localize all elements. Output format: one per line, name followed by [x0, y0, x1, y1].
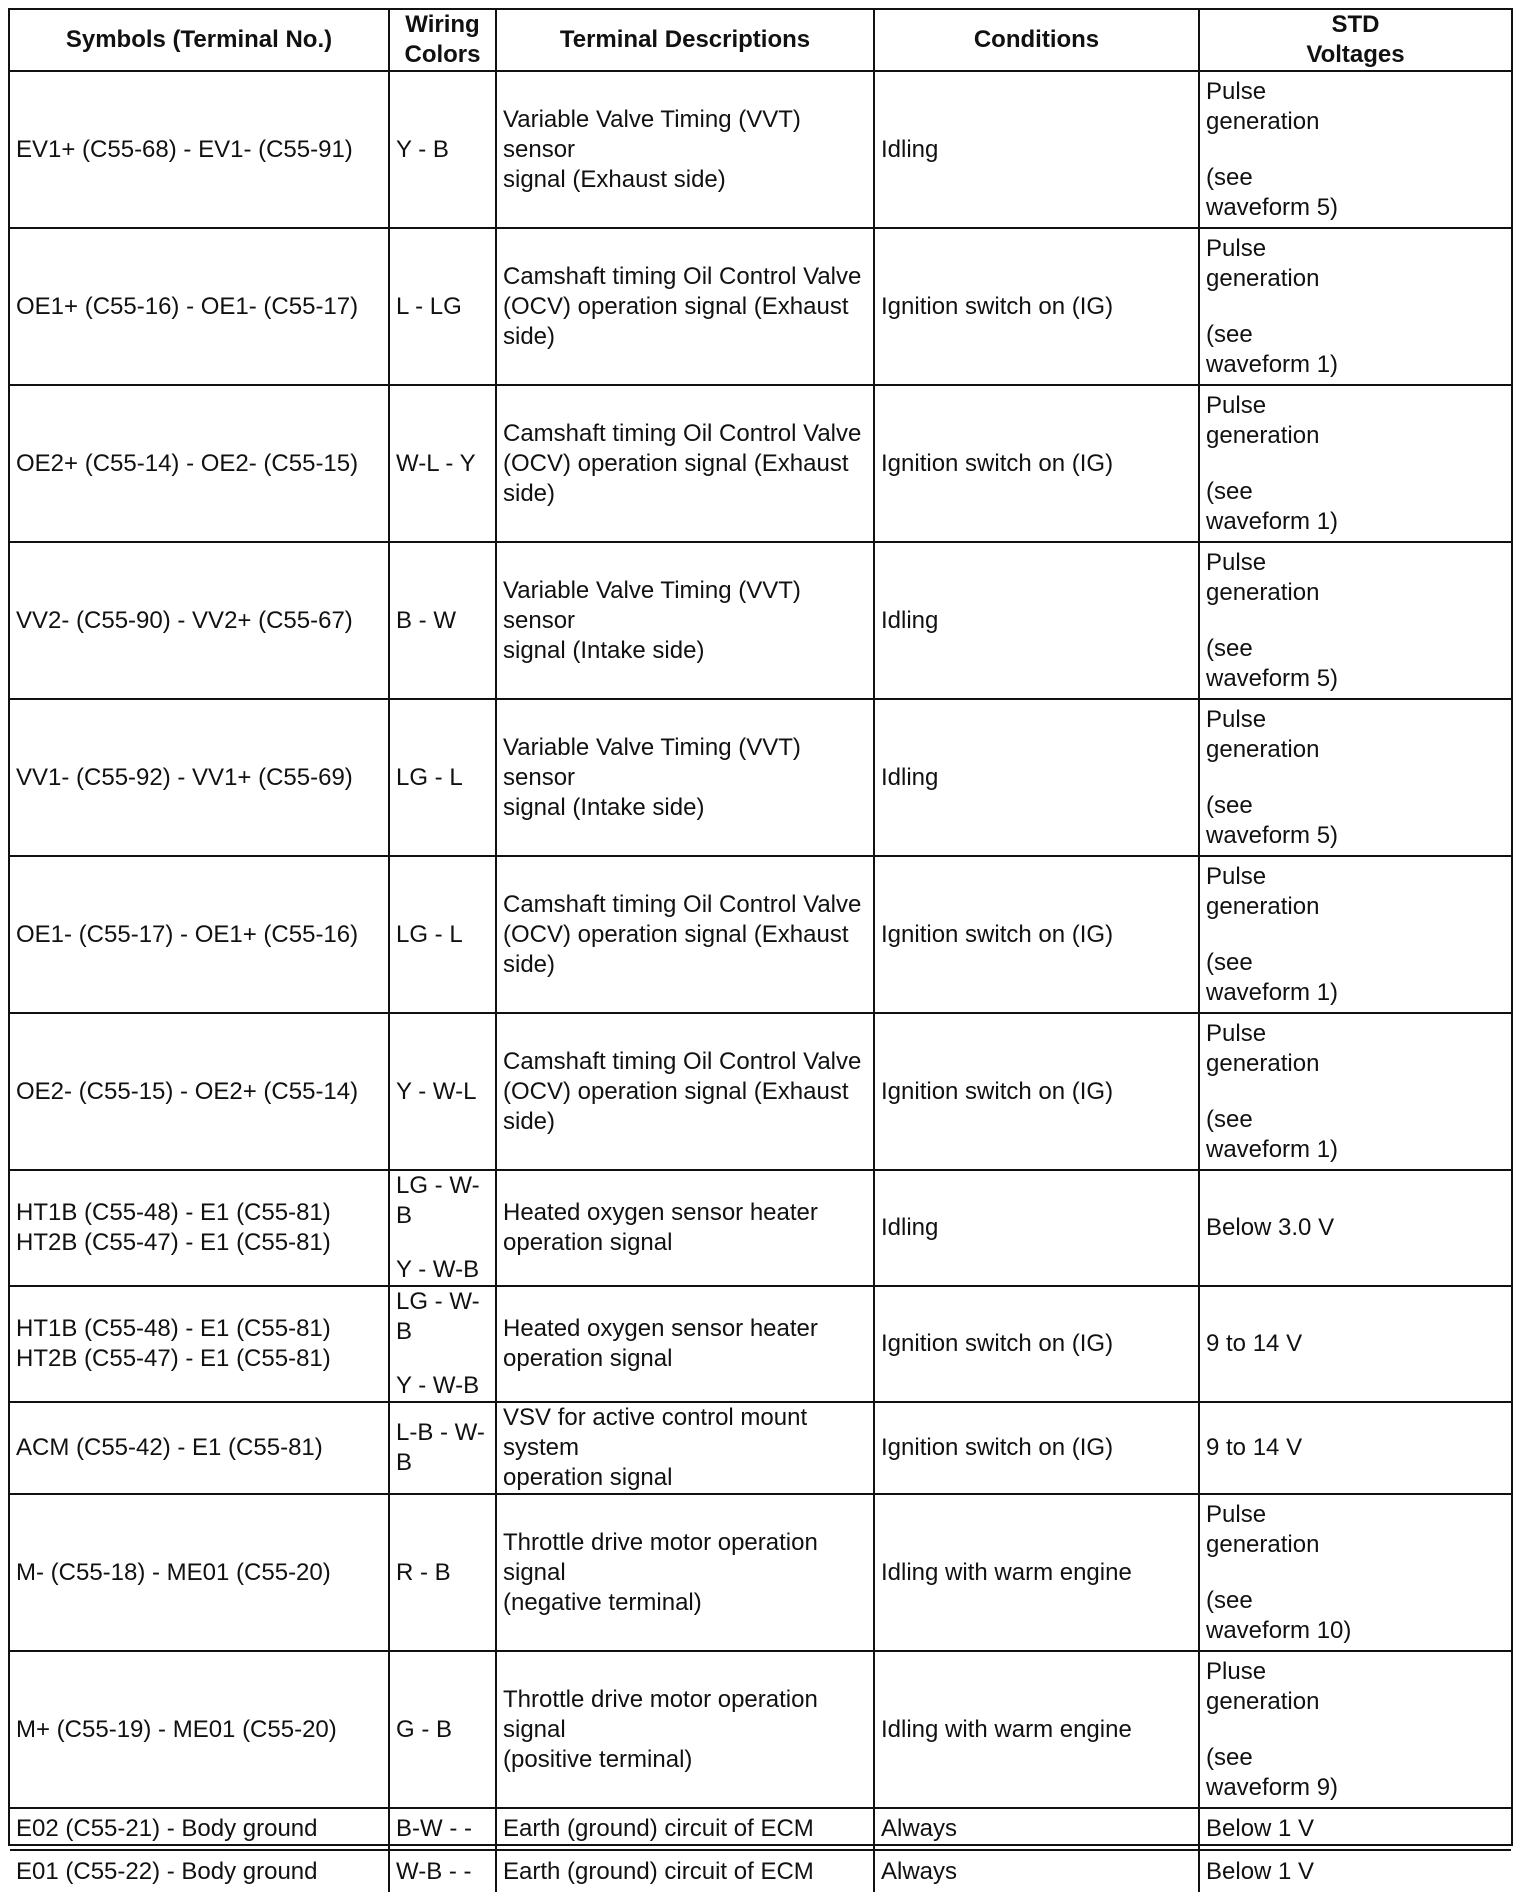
condition-text: Idling [881, 606, 939, 634]
voltage-line: Pulse [1206, 1019, 1267, 1047]
cell-condition [874, 71, 1199, 228]
voltage-line: (see [1206, 1586, 1253, 1614]
description-line: Camshaft timing Oil Control Valve [503, 890, 862, 918]
description-line: (OCV) operation signal (Exhaust side) [503, 292, 849, 350]
description-line: Variable Valve Timing (VVT) sensor [503, 576, 801, 634]
voltage-line: generation [1206, 578, 1320, 606]
terminal-symbol: HT2B (C55-47) - E1 (C55-81) [16, 1345, 331, 1372]
voltage-line: (see [1206, 477, 1253, 505]
terminal-symbol: EV1+ (C55-68) - EV1- (C55-91) [16, 135, 353, 163]
description-line: Earth (ground) circuit of ECM [503, 1815, 814, 1842]
voltage-line: generation [1206, 1049, 1320, 1077]
description-line: operation signal [503, 1229, 673, 1256]
condition-text: Ignition switch on (IG) [881, 1434, 1114, 1461]
wiring-color: LG - L [396, 920, 463, 948]
cell-symbols [10, 1013, 389, 1170]
condition-text: Ignition switch on (IG) [881, 1077, 1114, 1105]
description-line: (negative terminal) [503, 1588, 702, 1616]
header-wiring-colors: Wiring Colors [389, 10, 496, 71]
condition-text: Always [881, 1815, 958, 1842]
description-line: Earth (ground) circuit of ECM [503, 1857, 814, 1885]
voltage-gap [1206, 922, 1505, 948]
cell-std-voltage [1199, 542, 1511, 699]
terminal-symbol: OE2+ (C55-14) - OE2- (C55-15) [16, 449, 359, 477]
description-line: Variable Valve Timing (VVT) sensor [503, 105, 801, 163]
cell-symbols [10, 1170, 389, 1286]
voltage-line: waveform 9) [1206, 1773, 1339, 1801]
cell-symbols [10, 699, 389, 856]
table-row [10, 1850, 1511, 1892]
terminal-table [10, 10, 1511, 1892]
cell-terminal-description [496, 385, 874, 542]
cell-symbols [10, 542, 389, 699]
terminal-symbol: OE2- (C55-15) - OE2+ (C55-14) [16, 1077, 359, 1105]
cell-terminal-description [496, 1402, 874, 1494]
voltage-gap [1206, 1717, 1505, 1743]
condition-text: Always [881, 1857, 958, 1885]
cell-terminal-description [496, 71, 874, 228]
cell-wiring-colors [389, 1402, 496, 1494]
cell-condition [874, 1850, 1199, 1892]
cell-std-voltage [1199, 856, 1511, 1013]
voltage-line: generation [1206, 1687, 1320, 1715]
cell-std-voltage [1199, 1402, 1511, 1494]
cell-std-voltage [1199, 385, 1511, 542]
cell-condition [874, 856, 1199, 1013]
condition-text: Idling with warm engine [881, 1715, 1132, 1743]
cell-symbols [10, 71, 389, 228]
voltage-line: waveform 5) [1206, 821, 1339, 849]
cell-wiring-colors [389, 1170, 496, 1286]
voltage-line: Pulse [1206, 705, 1267, 733]
voltage-line: generation [1206, 1530, 1320, 1558]
voltage-gap [1206, 137, 1505, 163]
wiring-color: Y - W-L [396, 1077, 477, 1105]
condition-text: Idling with warm engine [881, 1558, 1132, 1586]
voltage-line: generation [1206, 264, 1320, 292]
wiring-color: L-B - W-B [396, 1419, 485, 1476]
voltage-line: Pulse [1206, 548, 1267, 576]
voltage-line: Pulse [1206, 862, 1267, 890]
condition-text: Ignition switch on (IG) [881, 449, 1114, 477]
wiring-color: Y - W-B [396, 1372, 480, 1399]
cell-std-voltage [1199, 699, 1511, 856]
cell-symbols [10, 1402, 389, 1494]
terminal-table-sheet [8, 8, 1513, 1885]
terminal-symbol: M+ (C55-19) - ME01 (C55-20) [16, 1715, 337, 1743]
cell-terminal-description [496, 1850, 874, 1892]
cell-std-voltage [1199, 1494, 1511, 1651]
terminal-symbol: VV1- (C55-92) - VV1+ (C55-69) [16, 763, 353, 791]
cell-terminal-description [496, 1286, 874, 1402]
wiring-color: LG - W-B [396, 1172, 480, 1229]
cell-symbols [10, 385, 389, 542]
terminal-symbol: E02 (C55-21) - Body ground [16, 1815, 318, 1842]
cell-terminal-description [496, 1013, 874, 1170]
cell-condition [874, 1170, 1199, 1286]
header-row [10, 10, 1511, 71]
cell-wiring-colors [389, 1651, 496, 1808]
voltage-line: waveform 5) [1206, 664, 1339, 692]
terminal-symbol: HT1B (C55-48) - E1 (C55-81) [16, 1315, 331, 1342]
voltage-line: (see [1206, 634, 1253, 662]
voltage-line: 9 to 14 V [1206, 1330, 1303, 1357]
voltage-line: waveform 1) [1206, 1135, 1339, 1163]
cell-wiring-colors [389, 856, 496, 1013]
cell-wiring-colors [389, 1808, 496, 1850]
cell-std-voltage [1199, 228, 1511, 385]
cell-wiring-colors [389, 385, 496, 542]
description-line: operation signal [503, 1464, 673, 1491]
wiring-color: W-B - - [396, 1857, 472, 1885]
description-line: Throttle drive motor operation signal [503, 1685, 818, 1743]
cell-std-voltage [1199, 1013, 1511, 1170]
wiring-color: Y - W-B [396, 1256, 480, 1283]
cell-wiring-colors [389, 1286, 496, 1402]
table-row [10, 1402, 1511, 1494]
cell-std-voltage [1199, 1170, 1511, 1286]
header-std-voltages: STD Voltages [1199, 10, 1511, 71]
description-line: Variable Valve Timing (VVT) sensor [503, 733, 801, 791]
description-line: signal (Intake side) [503, 793, 705, 821]
voltage-line: Pulse [1206, 234, 1267, 262]
condition-text: Idling [881, 1214, 939, 1241]
terminal-symbol: HT1B (C55-48) - E1 (C55-81) [16, 1199, 331, 1226]
table-row [10, 699, 1511, 856]
voltage-gap [1206, 451, 1505, 477]
voltage-line: Pluse [1206, 1657, 1267, 1685]
table-row [10, 1494, 1511, 1651]
cell-wiring-colors [389, 699, 496, 856]
voltage-gap [1206, 1079, 1505, 1105]
voltage-line: Below 3.0 V [1206, 1214, 1335, 1241]
description-line: Heated oxygen sensor heater [503, 1199, 818, 1226]
cell-terminal-description [496, 1170, 874, 1286]
description-line: Heated oxygen sensor heater [503, 1315, 818, 1342]
cell-condition [874, 1013, 1199, 1170]
cell-condition [874, 542, 1199, 699]
table-row [10, 1651, 1511, 1808]
cell-symbols [10, 1286, 389, 1402]
cell-std-voltage [1199, 1651, 1511, 1808]
cell-wiring-colors [389, 1013, 496, 1170]
cell-condition [874, 385, 1199, 542]
cell-symbols [10, 228, 389, 385]
description-line: operation signal [503, 1345, 673, 1372]
voltage-line: (see [1206, 948, 1253, 976]
cell-condition [874, 1286, 1199, 1402]
description-line: signal (Exhaust side) [503, 165, 726, 193]
wiring-color: W-L - Y [396, 449, 476, 477]
voltage-line: generation [1206, 107, 1320, 135]
wiring-color: LG - W-B [396, 1288, 480, 1345]
table-row [10, 856, 1511, 1013]
wiring-color: B - W [396, 606, 456, 634]
description-line: Camshaft timing Oil Control Valve [503, 262, 862, 290]
description-line: VSV for active control mount system [503, 1404, 808, 1461]
cell-terminal-description [496, 856, 874, 1013]
cell-std-voltage [1199, 71, 1511, 228]
voltage-line: waveform 1) [1206, 978, 1339, 1006]
terminal-symbol: ACM (C55-42) - E1 (C55-81) [16, 1434, 323, 1461]
description-line: (OCV) operation signal (Exhaust side) [503, 1077, 849, 1135]
terminal-symbol: VV2- (C55-90) - VV2+ (C55-67) [16, 606, 353, 634]
cell-terminal-description [496, 1651, 874, 1808]
table-row [10, 385, 1511, 542]
cell-terminal-description [496, 1494, 874, 1651]
cell-condition [874, 1402, 1199, 1494]
description-line: Camshaft timing Oil Control Valve [503, 419, 862, 447]
terminal-symbol: OE1+ (C55-16) - OE1- (C55-17) [16, 292, 359, 320]
cell-wiring-colors [389, 228, 496, 385]
cell-symbols [10, 1808, 389, 1850]
voltage-line: generation [1206, 421, 1320, 449]
voltage-line: (see [1206, 1743, 1253, 1771]
voltage-line: (see [1206, 791, 1253, 819]
condition-text: Idling [881, 763, 939, 791]
voltage-gap [1206, 1560, 1505, 1586]
cell-condition [874, 699, 1199, 856]
voltage-line: Below 1 V [1206, 1857, 1315, 1885]
wiring-color: G - B [396, 1715, 453, 1743]
voltage-line: Pulse [1206, 391, 1267, 419]
table-row [10, 71, 1511, 228]
wiring-color: Y - B [396, 135, 449, 163]
description-line: (OCV) operation signal (Exhaust side) [503, 920, 849, 978]
terminal-symbol: E01 (C55-22) - Body ground [16, 1857, 318, 1885]
terminal-symbol: OE1- (C55-17) - OE1+ (C55-16) [16, 920, 359, 948]
table-row [10, 228, 1511, 385]
voltage-line: waveform 5) [1206, 193, 1339, 221]
voltage-line: waveform 1) [1206, 507, 1339, 535]
wiring-color: R - B [396, 1558, 451, 1586]
cell-std-voltage [1199, 1808, 1511, 1850]
voltage-line: (see [1206, 163, 1253, 191]
cell-symbols [10, 856, 389, 1013]
condition-text: Ignition switch on (IG) [881, 920, 1114, 948]
cell-symbols [10, 1651, 389, 1808]
voltage-line: generation [1206, 735, 1320, 763]
cell-symbols [10, 1850, 389, 1892]
voltage-line: Below 1 V [1206, 1815, 1315, 1842]
description-line: Throttle drive motor operation signal [503, 1528, 818, 1586]
cell-terminal-description [496, 228, 874, 385]
voltage-line: Pulse [1206, 1500, 1267, 1528]
voltage-gap [1206, 294, 1505, 320]
voltage-line: 9 to 14 V [1206, 1434, 1303, 1461]
voltage-gap [1206, 608, 1505, 634]
header-conditions: Conditions [874, 10, 1199, 71]
cell-terminal-description [496, 542, 874, 699]
cell-condition [874, 228, 1199, 385]
condition-text: Ignition switch on (IG) [881, 1330, 1114, 1357]
condition-text: Ignition switch on (IG) [881, 292, 1114, 320]
voltage-line: Pulse [1206, 77, 1267, 105]
voltage-line: (see [1206, 320, 1253, 348]
cell-std-voltage [1199, 1286, 1511, 1402]
cell-condition [874, 1808, 1199, 1850]
cell-terminal-description [496, 1808, 874, 1850]
table-row [10, 1286, 1511, 1402]
voltage-gap [1206, 765, 1505, 791]
header-terminal-descriptions: Terminal Descriptions [496, 10, 874, 71]
cell-wiring-colors [389, 71, 496, 228]
description-line: (positive terminal) [503, 1745, 693, 1773]
description-line: (OCV) operation signal (Exhaust side) [503, 449, 849, 507]
wiring-color: B-W - - [396, 1815, 472, 1842]
condition-text: Idling [881, 135, 939, 163]
table-row [10, 1013, 1511, 1170]
cell-terminal-description [496, 699, 874, 856]
voltage-line: waveform 10) [1206, 1616, 1352, 1644]
terminal-symbol: HT2B (C55-47) - E1 (C55-81) [16, 1229, 331, 1256]
voltage-line: generation [1206, 892, 1320, 920]
cell-std-voltage [1199, 1850, 1511, 1892]
cell-wiring-colors [389, 1850, 496, 1892]
voltage-line: waveform 1) [1206, 350, 1339, 378]
wiring-color: LG - L [396, 763, 463, 791]
table-row [10, 1808, 1511, 1850]
description-line: Camshaft timing Oil Control Valve [503, 1047, 862, 1075]
header-symbols: Symbols (Terminal No.) [10, 10, 389, 71]
wiring-color: L - LG [396, 292, 462, 320]
cell-condition [874, 1494, 1199, 1651]
cell-symbols [10, 1494, 389, 1651]
cell-condition [874, 1651, 1199, 1808]
terminal-symbol: M- (C55-18) - ME01 (C55-20) [16, 1558, 331, 1586]
table-row [10, 542, 1511, 699]
description-line: signal (Intake side) [503, 636, 705, 664]
voltage-line: (see [1206, 1105, 1253, 1133]
cell-wiring-colors [389, 1494, 496, 1651]
table-row [10, 1170, 1511, 1286]
cell-wiring-colors [389, 542, 496, 699]
